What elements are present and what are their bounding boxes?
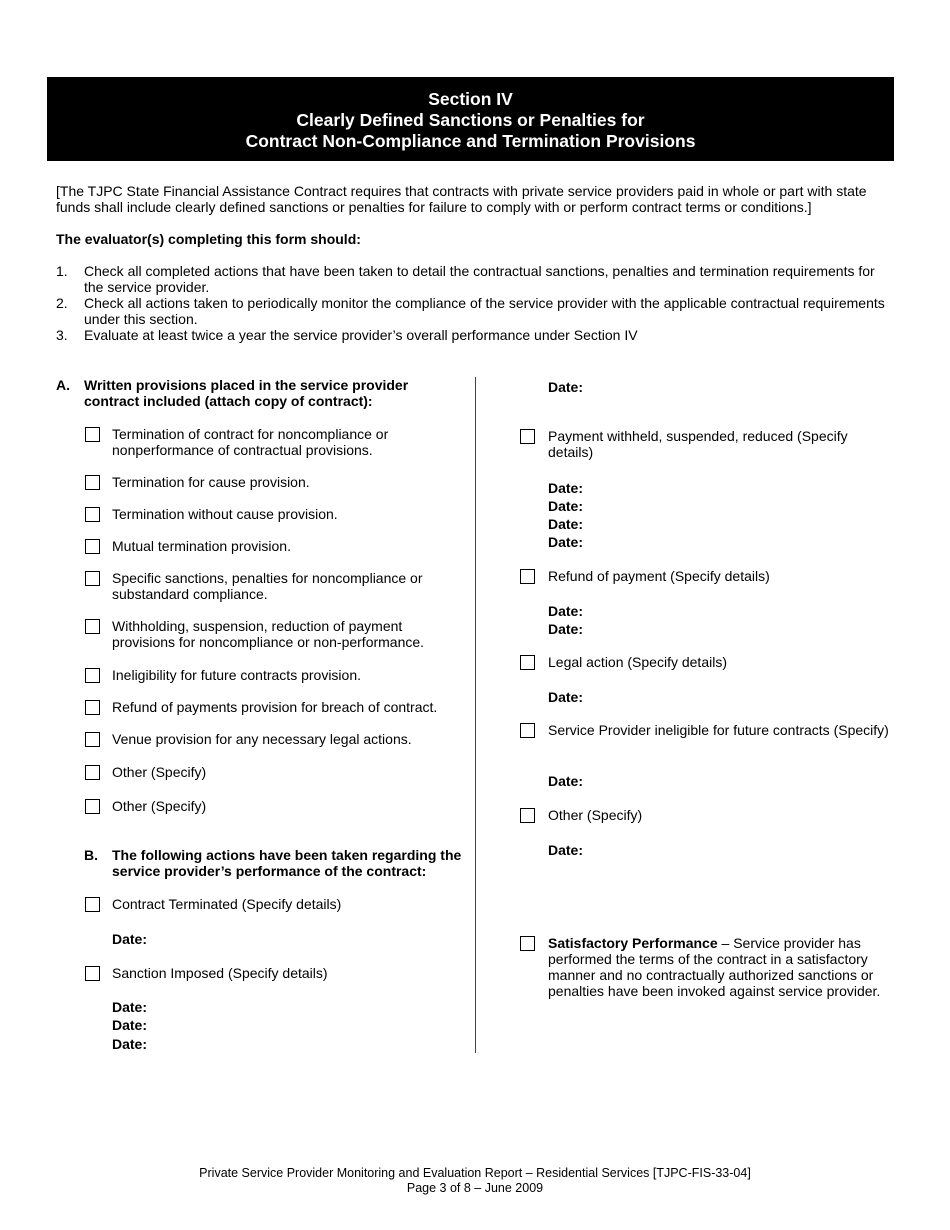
item-label: Service Provider ineligible for future contracts (Specify)	[548, 722, 889, 738]
item-label: Legal action (Specify details)	[548, 654, 727, 670]
item-label: Other (Specify)	[548, 807, 643, 823]
date-label: Date:	[548, 516, 584, 532]
intro-paragraph: [The TJPC State Financial Assistance Contract requires that contracts with private service providers paid in whole or part with state funds shall include clearly defined sanctions or penalties for failure to comply with or perform contract terms or conditions.]	[56, 183, 867, 215]
checkbox-refund-of-payment[interactable]	[520, 569, 535, 584]
date-label: Date:	[112, 1017, 148, 1033]
item-label: Specific sanctions, penalties for noncompliance or substandard compliance.	[112, 570, 423, 602]
item-label: Refund of payments provision for breach of contract.	[112, 699, 438, 715]
footer-report-title: Private Service Provider Monitoring and Evaluation Report – Residential Services [TJPC-FIS-33-04]	[199, 1166, 751, 1180]
section-b-heading: B. The following actions have been taken regarding the service provider’s performance of the contract:	[84, 847, 462, 879]
footer-page-number: Page 3 of 8 – June 2009	[406, 1181, 544, 1195]
checkbox-other-a1[interactable]	[85, 765, 100, 780]
checkbox-payment-withheld[interactable]	[520, 429, 535, 444]
checkbox-ineligibility-future[interactable]	[85, 668, 100, 683]
checkbox-contract-terminated[interactable]	[85, 897, 100, 912]
date-label: Date:	[548, 603, 584, 619]
checkbox-termination-noncompliance[interactable]	[85, 427, 100, 442]
item-label: Mutual termination provision.	[112, 538, 291, 554]
date-label: Date:	[112, 999, 148, 1015]
item-label: Contract Terminated (Specify details)	[112, 896, 342, 912]
item-label: Ineligibility for future contracts provision.	[112, 667, 361, 683]
instruction-item: 1. Check all completed actions that have been taken to detail the contractual sanctions, penalties and termination requirements for the service provider.	[56, 263, 875, 295]
checkbox-termination-without-cause[interactable]	[85, 507, 100, 522]
date-label: Date:	[548, 621, 584, 637]
section-number: Section IV	[428, 89, 513, 109]
checkbox-mutual-termination[interactable]	[85, 539, 100, 554]
page-footer	[0, 1166, 950, 1196]
checkbox-ineligible-future-contracts[interactable]	[520, 723, 535, 738]
date-label: Date:	[548, 498, 584, 514]
checkbox-venue-provision[interactable]	[85, 732, 100, 747]
checkbox-other-a2[interactable]	[85, 799, 100, 814]
item-label: Payment withheld, suspended, reduced (Specify details)	[548, 428, 848, 460]
checkbox-sanction-imposed[interactable]	[85, 966, 100, 981]
item-label: Refund of payment (Specify details)	[548, 568, 770, 584]
item-label: Venue provision for any necessary legal actions.	[112, 731, 412, 747]
section-header	[47, 77, 894, 161]
section-title-line1: Clearly Defined Sanctions or Penalties for	[296, 110, 645, 130]
checkbox-termination-for-cause[interactable]	[85, 475, 100, 490]
item-label: Termination without cause provision.	[112, 506, 338, 522]
checkbox-other-b[interactable]	[520, 808, 535, 823]
date-label: Date:	[112, 1036, 148, 1052]
satisfactory-performance-text: Satisfactory Performance – Service provider has performed the terms of the contract in a satisfactory manner and no contractually authorized sanctions or penalties have been invoked against service provider.	[548, 935, 881, 999]
section-title-line2: Contract Non-Compliance and Termination Provisions	[245, 131, 696, 151]
date-label: Date:	[548, 689, 584, 705]
evaluator-heading: The evaluator(s) completing this form should:	[56, 231, 361, 247]
date-label: Date:	[548, 534, 584, 550]
checkbox-satisfactory-performance[interactable]	[520, 936, 535, 951]
section-a-heading: A. Written provisions placed in the service provider contract included (attach copy of contract):	[56, 377, 409, 409]
checkbox-legal-action[interactable]	[520, 655, 535, 670]
column-divider	[475, 377, 476, 1053]
instruction-item: 3. Evaluate at least twice a year the service provider’s overall performance under Section IV	[56, 327, 638, 343]
item-label: Withholding, suspension, reduction of payment provisions for noncompliance or non-performance.	[112, 618, 425, 650]
instruction-list	[56, 263, 891, 343]
item-label: Other (Specify)	[112, 764, 207, 780]
date-label: Date:	[112, 931, 148, 947]
date-label: Date:	[548, 773, 584, 789]
checkbox-specific-sanctions[interactable]	[85, 571, 100, 586]
item-label: Other (Specify)	[112, 798, 207, 814]
date-label: Date:	[548, 379, 584, 395]
item-label: Termination for cause provision.	[112, 474, 310, 490]
date-label: Date:	[548, 480, 584, 496]
item-label: Termination of contract for noncompliance or nonperformance of contractual provisions.	[112, 426, 389, 458]
checkbox-withholding-payment[interactable]	[85, 619, 100, 634]
item-label: Sanction Imposed (Specify details)	[112, 965, 328, 981]
instruction-item: 2. Check all actions taken to periodically monitor the compliance of the service provider with the applicable contractual requirements under this section.	[56, 295, 885, 327]
date-label: Date:	[548, 842, 584, 858]
checkbox-refund-payments[interactable]	[85, 700, 100, 715]
